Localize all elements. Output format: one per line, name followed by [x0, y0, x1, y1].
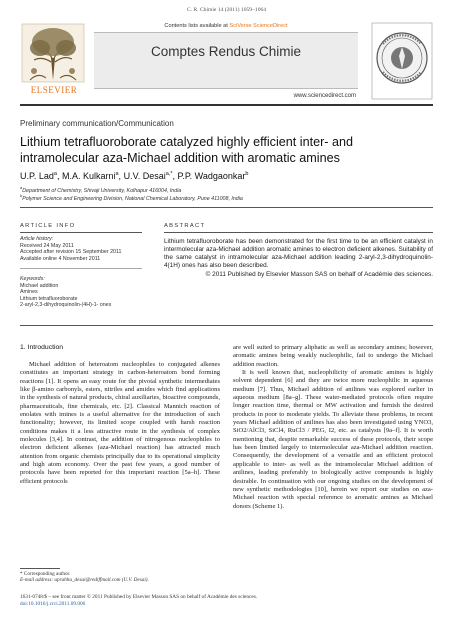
footnote: * Corresponding author. E-mail address: uprahhu_desai@rediffmail.com (U.V. Desai).	[20, 568, 220, 584]
body-column-right	[233, 344, 433, 511]
contents-available: Contents lists available at SciVerse ScienceDirect	[164, 23, 288, 29]
divider	[20, 207, 433, 208]
abstract-text: Lithium tetrafluoroborate has been demonstrated for the first time to be an efficient catalyst in intermolecular aza-Michael addition aromatic amines to electron deficient alkenes. Suitability of the same catalyst in intramolecular aza-Michael addition leading 2-aryl-2,3-dihydroquinolin-4(1H) ones has also been described.	[164, 238, 433, 270]
abstract-heading: ABSTRACT	[164, 223, 206, 229]
divider	[20, 268, 142, 269]
article-title: Lithium tetrafluoroborate catalyzed highly efficient inter- and intramolecular aza-Michael addition with aromatic amines	[20, 135, 353, 165]
article-section-type: Preliminary communication/Communication	[20, 119, 174, 128]
journal-citation: C. R. Chimie 14 (2011) 1059–1064	[186, 7, 267, 13]
copyright-notice: © 2011 Published by Elsevier Masson SAS on behalf of Académie des sciences.	[205, 271, 433, 279]
article-info-heading: ARTICLE INFO	[20, 223, 76, 229]
divider	[164, 232, 433, 233]
tree-icon	[20, 22, 86, 84]
journal-cover-thumbnail	[371, 22, 433, 100]
keyword: 2-aryl-2,3-dihydroquinolin-(4H)-1- ones	[20, 302, 112, 309]
issn-line: 1631-0748/$ – see front matter © 2011 Published by Elsevier Masson SAS on behalf of Académie des sciences.	[20, 594, 258, 600]
author-name[interactable]: M.A. Kulkarni	[61, 171, 116, 181]
paragraph: are well suited to primary aliphatic as well as secondary amines; however, aromatic amines being weakly nucleophilic, fail to undergo the Michael addition reaction.	[233, 344, 433, 368]
page-footer	[20, 594, 433, 607]
affiliation: $^b$Polymer Science and Engineering Division, National Chemical Laboratory, Pune 411008, India	[20, 193, 243, 202]
keyword: Amines	[20, 289, 38, 296]
masthead-rule	[20, 104, 433, 106]
accepted-date: Accepted after revision 15 September 2011	[20, 249, 122, 256]
journal-url[interactable]: www.sciencedirect.com	[293, 93, 356, 99]
journal-name: Comptes Rendus Chimie	[150, 44, 302, 59]
journal-banner	[94, 22, 358, 100]
elsevier-tree-logo	[20, 22, 86, 100]
author-list: U.P. Lad$^a$, M.A. Kulkarni$^a$, U.V. Desai$^{a,*}$, P.P. Wadgaonkar$^b$	[20, 171, 249, 181]
footnote-rule	[20, 568, 60, 569]
abstract-body	[164, 238, 433, 279]
keywords: Keywords: Michael addition Amines Lithium tetrafluoroborate 2-aryl-2,3-dihydroquinolin-(4H)-1- ones	[20, 276, 142, 309]
online-date: Available online 4 November 2011	[20, 255, 101, 262]
elsevier-wordmark: ELSEVIER	[30, 85, 78, 95]
banner-background	[94, 32, 358, 89]
affiliation: $^a$Department of Chemistry, Shivaji University, Kolhapur 416004, India	[20, 185, 182, 194]
keyword: Michael addition	[20, 282, 59, 289]
article-history: Article history: Received 24 May 2011 Accepted after revision 15 September 2011 Available online 4 November 2011	[20, 236, 142, 262]
keyword: Lithium tetrafluoroborate	[20, 295, 78, 302]
masthead	[20, 22, 433, 100]
divider	[20, 232, 142, 233]
section-heading: 1. Introduction	[20, 344, 64, 351]
paragraph: It is well known that, nucleophilicity of aromatic amines is highly solvent dependent [6] and they are twice more nucleophilic in aqueous medium [7]. Thus, Michael addition of anilines was explored earlier in aqueous medium [8a–g]. These water-mediated protocols often require longer reaction time, thermal or MW activation and furnish the desired products in poor to moderate yields. To alleviate these problems, in recent years Michael addition of anilines has also been investigated using YNO3, SiO2/AlCl3, SiCl4, RuCl3 / PEG, I2, etc. as catalysts [9a–f]. It is worth mentioning that, despite remarkable success of these protocols, their scope has been limited largely to intermolecular aza-Michael addition reaction. Consequently, the development of a versatile and an efficient protocol applicable to inter- as well as the intramolecular Michael addition of anilines, leading preferably to biologically active compounds is highly desirable. In continuation with our ongoing studies on the development of new synthetic methodologies [10], herein we report our studies on aza-Michael reaction with special reference to aromatic amines as Michael donors (Scheme 1).	[233, 369, 433, 510]
author-name[interactable]: U.V. Desai	[123, 171, 166, 181]
author-name[interactable]: U.P. Lad	[20, 171, 54, 181]
paragraph: Michael addition of heteroatom nucleophiles to conjugated alkenes constitutes an important strategy in carbon-heteroatom bond forming reactions [1]. It opens an easy route for the pivotal synthetic intermediates like β-amino carbonyls, esters, nitriles and amides which find applications in the synthesis of natural products, chiral auxiliaries, bioactive compounds, pharmaceuticals, fine chemicals, etc. [2]. Classical Mannich reaction of enolates with imines is a useful alternative for the introduction of such functionality; however, its limited scope coupled with harsh reaction conditions makes it a less attractive route in the synthesis of complex molecules [3,4]. In contrast, the addition of nitrogenous nucleophiles to electron deficient alkenes (aza-Michael reaction) has attracted much attention from organic chemists principally due to its operational simplicity and high atom economy. Over the past few years, a good number of protocols have been reported for this important reaction [5a–h]. These efficient protocols	[20, 361, 220, 485]
sciencedirect-link[interactable]: SciVerse ScienceDirect	[229, 23, 288, 29]
divider	[20, 325, 433, 326]
author-email[interactable]: E-mail address: uprahhu_desai@rediffmail.com (U.V. Desai).	[20, 577, 149, 584]
academie-seal-icon	[371, 22, 433, 100]
body-column-left	[20, 361, 220, 486]
author-name[interactable]: P.P. Wadgaonkar	[177, 171, 246, 181]
received-date: Received 24 May 2011	[20, 242, 74, 249]
doi-link[interactable]: doi:10.1016/j.crci.2011.09.006	[20, 600, 86, 607]
